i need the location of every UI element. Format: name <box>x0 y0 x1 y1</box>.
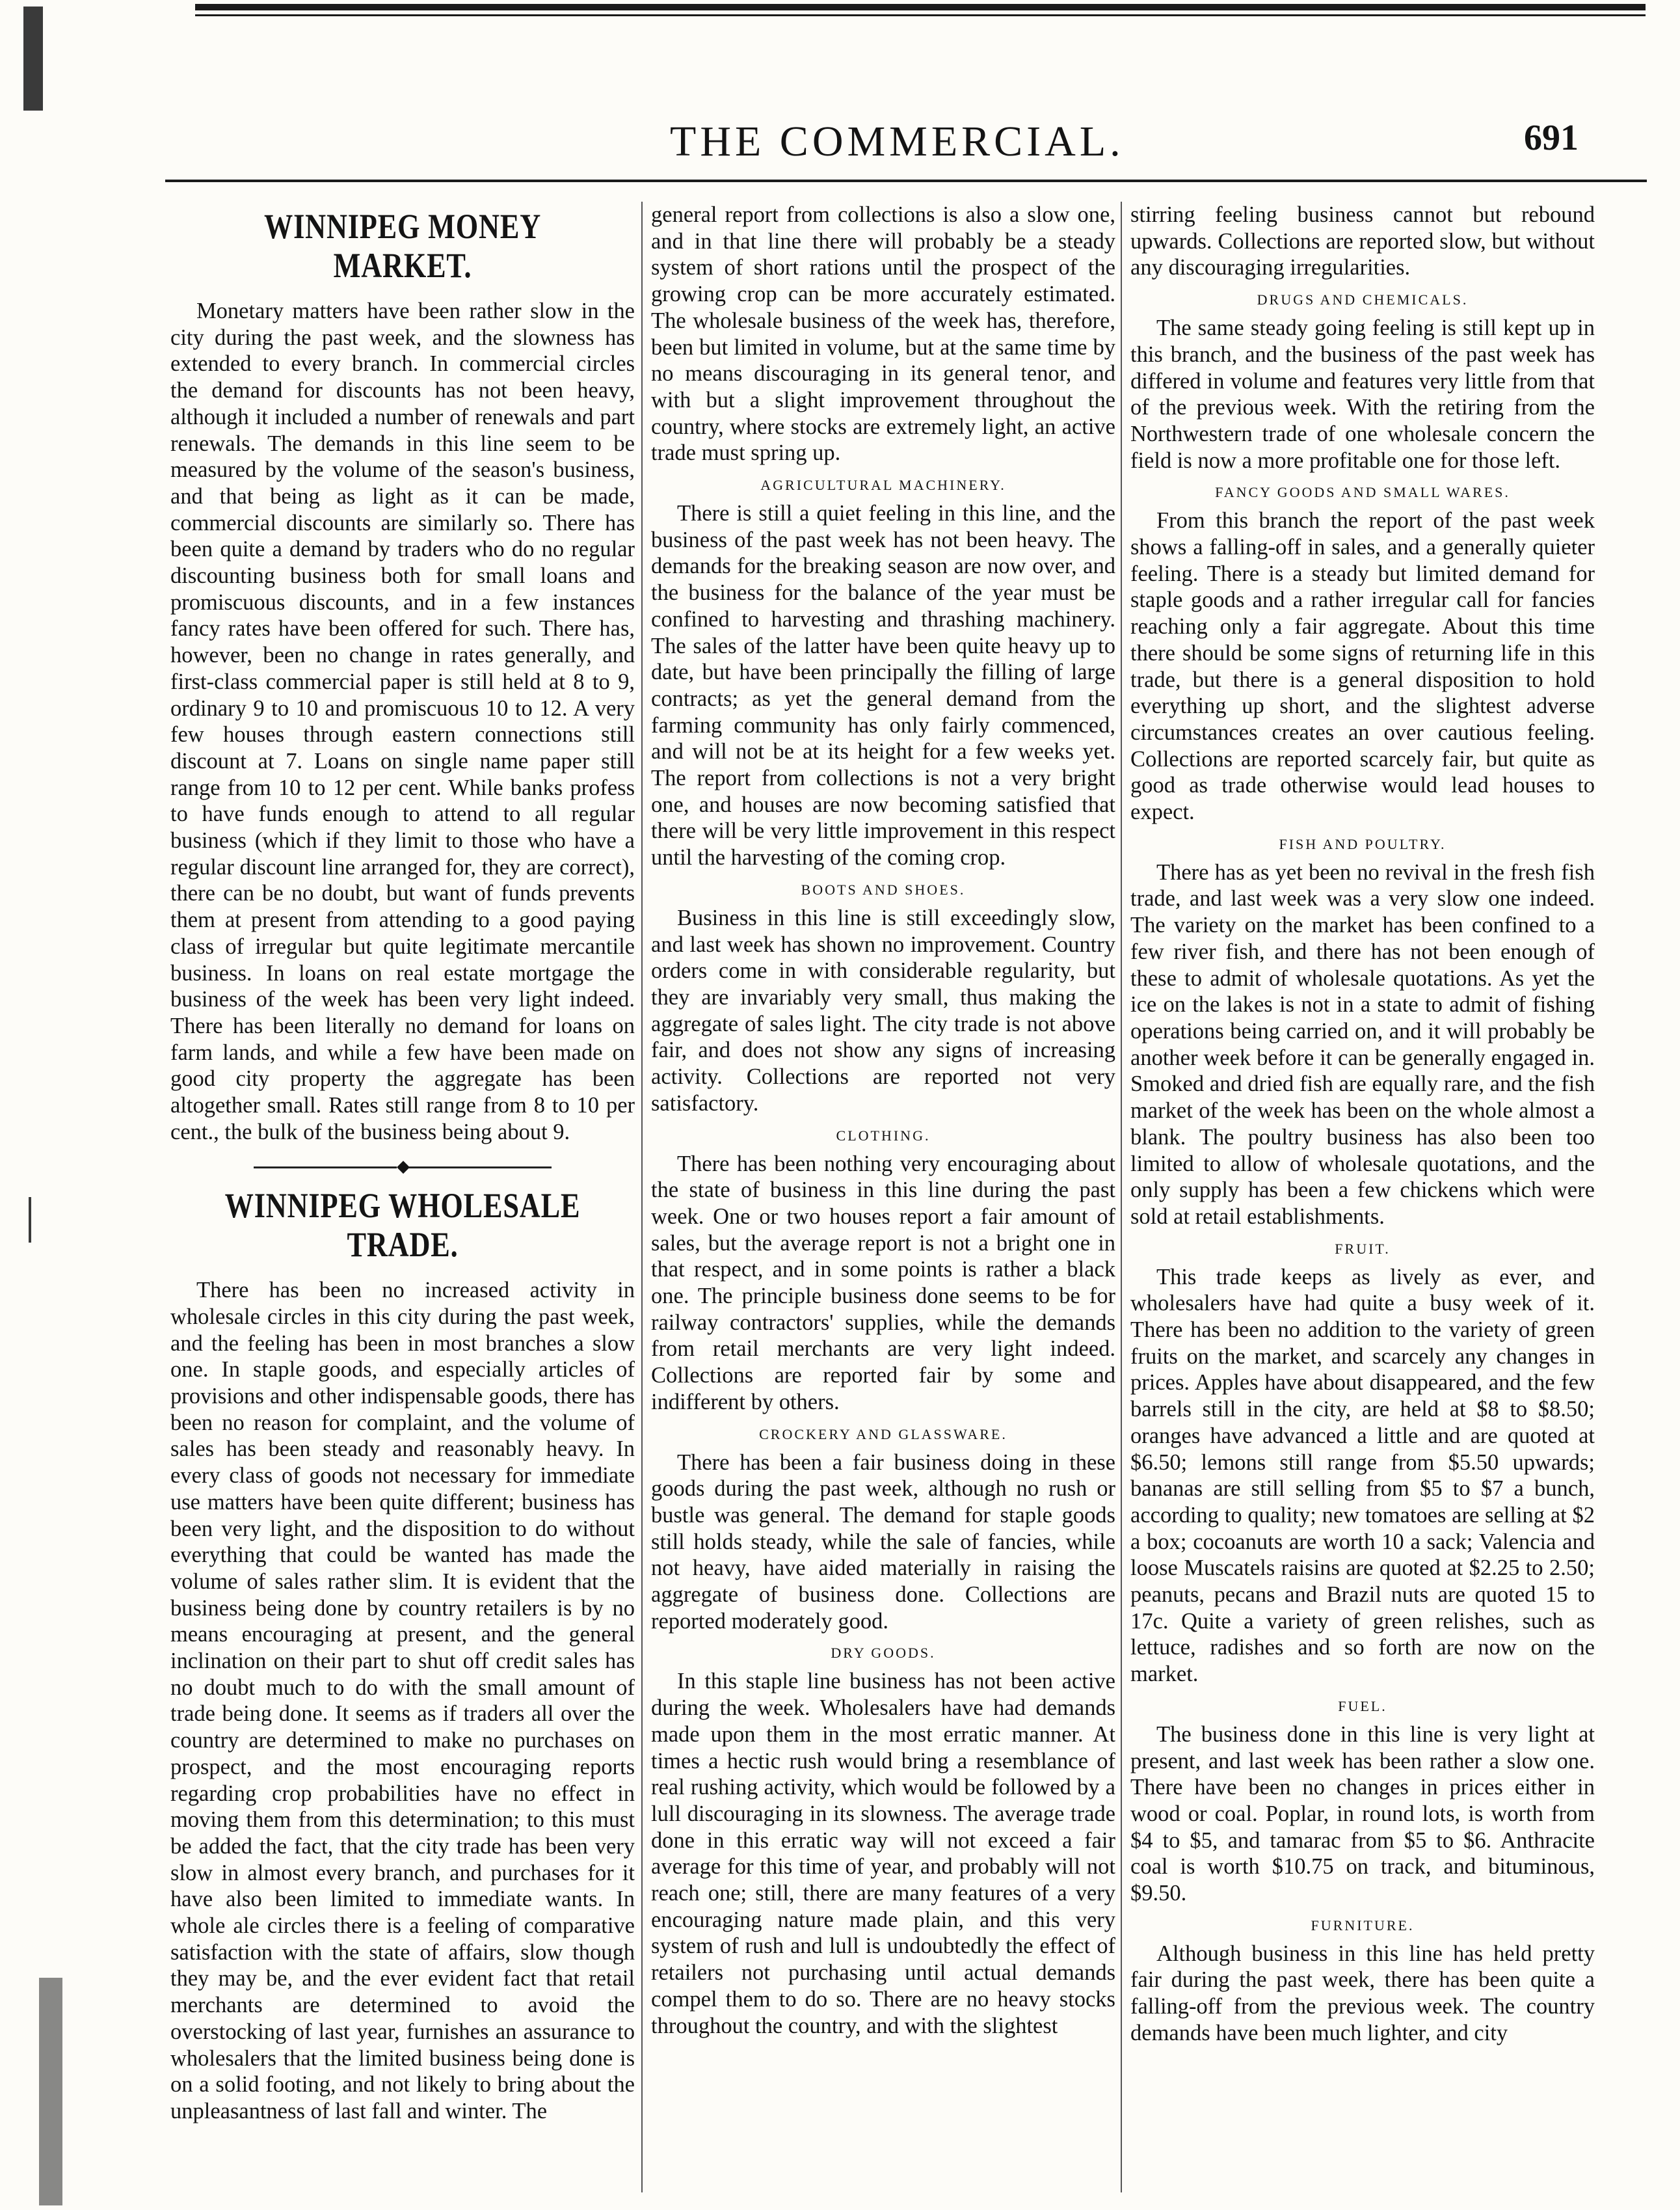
masthead-title: THE COMMERCIAL. <box>670 118 1125 165</box>
heading-crockery-glassware: CROCKERY AND GLASSWARE. <box>759 1425 1007 1442</box>
heading-clothing: CLOTHING. <box>836 1127 931 1144</box>
column-3 <box>1130 202 1595 2192</box>
paragraph-fancy-goods: From this branch the report of the past week shows a falling-off in sales, and a generally quieter feeling. There is a steady but limited demand for staple goods and a rather irregular call for fancies reaching only a fair aggregate. About this time there should be some signs of returning life in this trade, but there is a general disposition to hold everything up short, and the slightest adverse circumstances creates an over cautious feeling. Collections are reported scarcely fair, but quite as good as trade otherwise would lead houses to expect. <box>1130 508 1595 825</box>
paragraph-money-market: Monetary matters have been rather slow in the city during the past week, and the slowness has extended to every branch. In commercial circles the demand for discounts has not been heavy, although it included a number of renewals and part renewals. The demands in this line seem to be measured by the volume of the season's business, and that being as light as it can be made, commercial discounts are similarly so. There has been quite a demand by traders who do no regular discounting business both for small loans and promiscuous discounts, and in a few instances fancy rates have been offered for such. There has, however, been no change in rates generally, and first-class commercial paper is still held at 8 to 9, ordinary 9 to 10 and promiscuous 10 to 12. A very few houses through eastern connections still discount at 7. Loans on single name paper still range from 10 to 12 per cent. While banks profess to have funds enough to attend to all regular business (which if they limit to those who have a regular discount line arranged for, they are correct), there can be no doubt, but want of funds prevents them at present from attending to a good paying class of irregular but quite legitimate mercantile business. In loans on real estate mortgage the business of the week has been very light indeed. There has been literally no demand for loans on farm lands, and while a few have been made on good city property the aggregate has been altogether small. Rates still range from 8 to 10 per cent., the bulk of the business being about 9. <box>170 299 635 1144</box>
top-rule <box>195 4 1646 10</box>
heading-wholesale-trade: WINNIPEG WHOLESALE TRADE. <box>224 1186 581 1265</box>
margin-mark-bottom <box>39 1978 62 2205</box>
heading-fish-poultry: FISH AND POULTRY. <box>1279 835 1447 852</box>
column-rule-2 <box>1121 202 1122 2192</box>
heading-agricultural-machinery: AGRICULTURAL MACHINERY. <box>760 477 1006 494</box>
heading-furniture: FURNITURE. <box>1311 1917 1415 1934</box>
paragraph-dry-goods: In this staple line business has not been active during the week. Wholesalers have had demands made upon them in the most erratic manner. At times a hectic rush would bring a resemblance of real rushing activity, which would be followed by a lull discouraging in its slowness. The average trade done in this erratic way will not exceed a fair average for this time of year, and probably will not reach one; still, there are many features of a very encouraging nature made plain, and this very system of rush and lull is undoubtedly the effect of retailers not purchasing until actual demands compel them to do so. There are no heavy stocks throughout the country, and with the slightest <box>651 1669 1115 2038</box>
paragraph-drugs-chemicals: The same steady going feeling is still kept up in this branch, and the business of the past week has differed in volume and features very little from that of the previous week. With the retiring from the Northwestern trade of one wholesale concern the field is now a more profitable one for those left. <box>1130 316 1595 473</box>
heading-money-market: WINNIPEG MONEY MARKET. <box>263 207 541 285</box>
heading-drugs-chemicals: DRUGS AND CHEMICALS. <box>1257 291 1469 308</box>
page-number: 691 <box>1524 118 1579 158</box>
margin-mark-top <box>23 7 43 111</box>
column-rule-1 <box>641 202 643 2192</box>
section-ornament: ◆ <box>170 1153 635 1180</box>
header-rule <box>165 180 1647 182</box>
margin-mark-mid <box>29 1197 31 1243</box>
paragraph-crockery-glassware: There has been a fair business doing in these goods during the past week, although no rush or bustle was general. The demand for staple goods still holds steady, while the sale of fancies, while not heavy, have aided materially in raising the aggregate of business done. Collections are reported moderately good. <box>651 1449 1115 1634</box>
heading-fancy-goods: FANCY GOODS AND SMALL WARES. <box>1215 484 1510 501</box>
paragraph-boots-and-shoes: Business in this line is still exceedingly slow, and last week has shown no improvement. Country orders come in with considerable regularity, but they are invariably very small, thus making the aggregate of sales light. The city trade is not above fair, and does not show any signs of increasing activity. Collections are reported not very satisfactory. <box>651 905 1115 1116</box>
heading-dry-goods: DRY GOODS. <box>831 1645 936 1662</box>
paragraph-furniture: Although business in this line has held pretty fair during the past week, there has been quite a falling-off from the previous week. The country demands have been much lighter, and city <box>1130 1941 1595 2045</box>
paragraph-fuel: The business done in this line is very light at present, and last week has been rather a slow one. There have been no changes in prices either in wood or coal. Poplar, in round lots, is worth from $4 to $5, and tamarac from $5 to $6. Anthracite coal is worth $10.75 on track, and bituminous, $9.50. <box>1130 1721 1595 1906</box>
heading-fruit: FRUIT. <box>1335 1240 1391 1257</box>
paragraph-clothing: There has been nothing very encouraging about the state of business in this line during the past week. One or two houses report a fair amount of sales, but the average report is not a bright one in that respect, and in some points is rather a black one. The principle business done seems to be for railway contractors' supplies, while the demands from retail merchants are very light indeed. Collections are reported fair by some and indifferent by others. <box>651 1151 1115 1414</box>
paragraph-continued: stirring feeling business cannot but rebound upwards. Collections are reported slow, but without any discouraging irregularities. <box>1130 202 1595 280</box>
paragraph-fish-poultry: There has as yet been no revival in the fresh fish trade, and last week was a very slow one indeed. The variety on the market has been confined to a few river fish, and there has not been enough of these to admit of wholesale quotations. As yet the ice on the lakes is not in a state to admit of fishing operations being carried on, and it will probably be another week before it can be generally engaged in. Smoked and dried fish are equally rare, and the fish market of the week has been on the whole almost a blank. The poultry business has also been too limited to allow of wholesale quotations, and the only supply has been a few chickens which were sold at retail establishments. <box>1130 859 1595 1229</box>
paragraph-fruit: This trade keeps as lively as ever, and wholesalers have had quite a busy week of it. There has been no addition to the variety of green fruits on the market, and scarcely any changes in prices. Apples have about disappeared, and the few barrels still in the city, are held at $8 to $8.50; oranges have advanced a little and are quoted at $6.50; lemons still range from $5.50 upwards; bananas are still selling from $5 to $7 a bunch, according to quality; new tomatoes are selling at $2 a box; cocoanuts are worth 10 a sack; Valencia and loose Muscatels raisins are quoted at $2.25 to 2.50; peanuts, pecans and Brazil nuts are quoted 15 to 17c. Quite a variety of green relishes, such as lettuce, radishes and so forth are now on the market. <box>1130 1264 1595 1687</box>
top-rule-thin <box>195 14 1646 16</box>
heading-boots-and-shoes: BOOTS AND SHOES. <box>801 881 966 898</box>
paragraph-agricultural-machinery: There is still a quiet feeling in this line, and the business of the past week has not been heavy. The demands for the breaking season are now over, and the business for the balance of the year must be confined to harvesting and thrashing machinery. The sales of the latter have been quite heavy up to date, but have been principally the filling of large contracts; as yet the general demand from the farming community has only fairly commenced, and will not be at its height for a few weeks yet. The report from collections is not a very bright one, and houses are now becoming satisfied that there will be very little improvement in this respect until the harvesting of the coming crop. <box>651 501 1115 870</box>
column-2 <box>651 202 1115 2192</box>
paragraph-wholesale-trade: There has been no increased activity in wholesale circles in this city during the past week, and the feeling has been in most branches a slow one. In staple goods, and especially articles of provisions and other indispensable goods, there has been no reason for complaint, and the volume of sales has been steady and reasonably heavy. In every class of goods not necessary for immediate use matters have been quite different; business has been very light, and the disposition to do without everything that could be wanted has made the volume of sales rather slim. It is evident that the business being done by country retailers is by no means encouraging at present, and the general inclination on their part to shut off credit sales has no doubt much to do with the small amount of trade being done. It seems as if traders all over the country are determined to make no purchases on prospect, and the most encouraging reports regarding crop probabilities have no effect in moving them from this determination; to this must be added the fact, that the city trade has been very slow in almost every branch, and purchases for it have also been limited to immediate wants. In whole ale circles there is a feeling of comparative satisfaction with the state of affairs, slow though they may be, and the ever evident fact that retail merchants are determined to avoid the overstocking of last year, furnishes an assurance to wholesalers that the limited business being done is on a solid footing, and not likely to bring about the unpleasantness of last fall and winter. The <box>170 1278 635 2123</box>
column-1 <box>170 202 635 2192</box>
heading-fuel: FUEL. <box>1338 1697 1387 1714</box>
paragraph-continued: general report from collections is also a slow one, and in that line there will probably be a steady system of short rations until the prospect of the growing crop can be more accurately estimated. The wholesale business of the week has, therefore, been but limited in volume, but at the same time by no means discouraging in its general tenor, and with but a slight improvement throughout the country, where stocks are extremely light, an active trade must spring up. <box>651 202 1115 466</box>
